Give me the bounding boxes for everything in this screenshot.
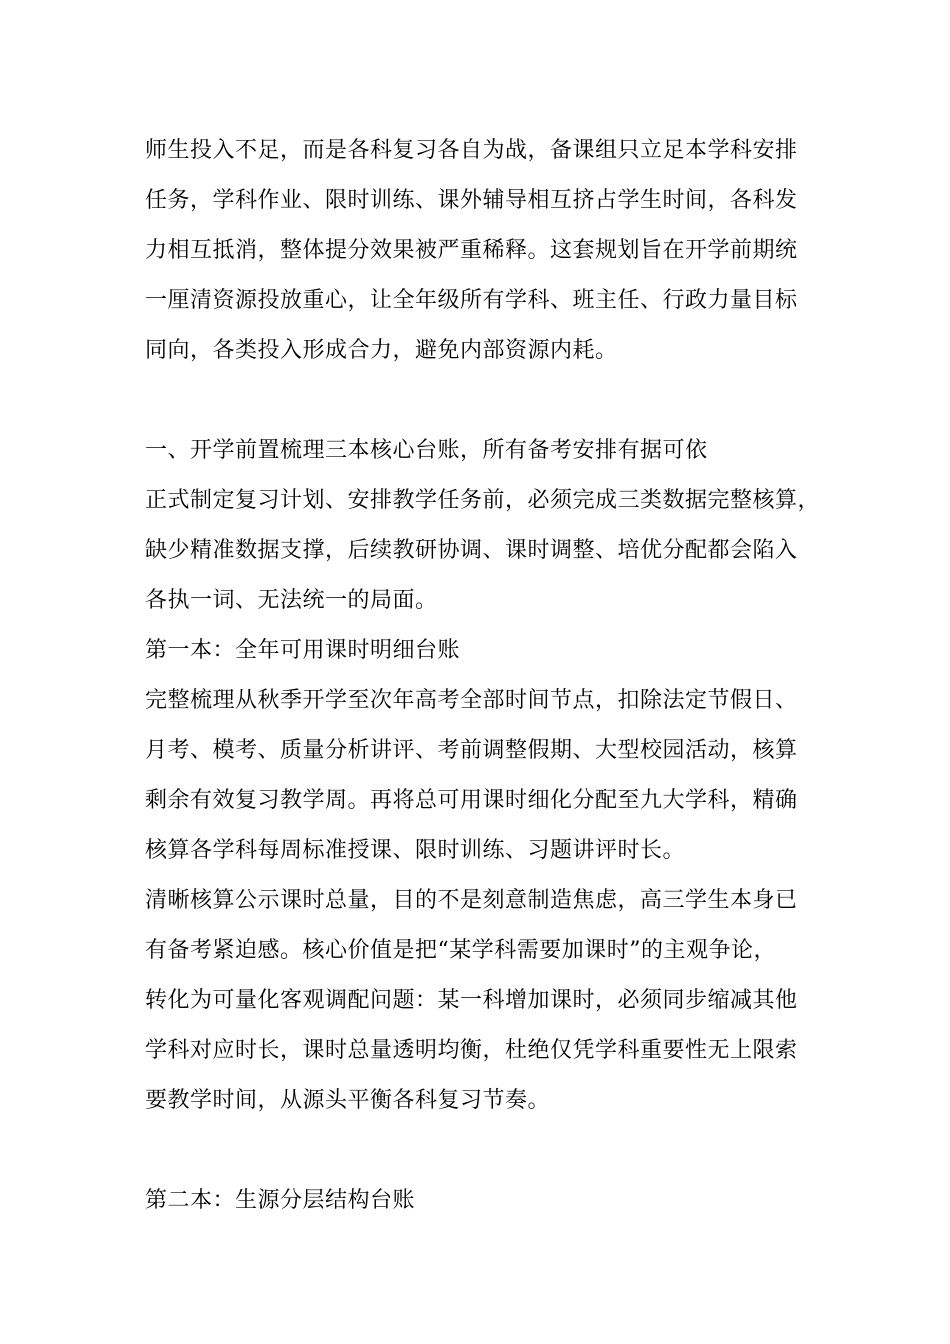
paragraph-line: 有备考紧迫感。核心价值是把“某学科需要加课时”的主观争论，	[145, 938, 776, 963]
paragraph-line: 同向，各类投入形成合力，避免内部资源内耗。	[145, 338, 618, 363]
paragraph-line: 力相互抵消，整体提分效果被严重稀释。这套规划旨在开学前期统	[145, 238, 798, 263]
paragraph-line: 转化为可量化客观调配问题：某一科增加课时，必须同步缩减其他	[145, 988, 798, 1013]
paragraph-line: 师生投入不足，而是各科复习各自为战，备课组只立足本学科安排	[145, 138, 798, 163]
paragraph-line: 清晰核算公示课时总量，目的不是刻意制造焦虑，高三学生本身已	[145, 888, 798, 913]
paragraph-line: 缺少精准数据支撑，后续教研协调、课时调整、培优分配都会陷入	[145, 538, 798, 563]
paragraph-line: 完整梳理从秋季开学至次年高考全部时间节点，扣除法定节假日、	[145, 688, 798, 713]
subsection-heading: 第二本：生源分层结构台账	[145, 1188, 416, 1213]
paragraph-line: 任务，学科作业、限时训练、课外辅导相互挤占学生时间，各科发	[145, 188, 798, 213]
paragraph-line: 学科对应时长，课时总量透明均衡，杜绝仅凭学科重要性无上限索	[145, 1038, 798, 1063]
subsection-heading: 第一本：全年可用课时明细台账	[145, 638, 461, 663]
paragraph-line: 剩余有效复习教学周。再将总可用课时细化分配至九大学科，精确	[145, 788, 798, 813]
paragraph-line: 月考、模考、质量分析讲评、考前调整假期、大型校园活动，核算	[145, 738, 798, 763]
section-heading: 一、开学前置梳理三本核心台账，所有备考安排有据可依	[145, 438, 708, 463]
paragraph-line: 要教学时间，从源头平衡各科复习节奏。	[145, 1088, 551, 1113]
paragraph-line: 核算各学科每周标准授课、限时训练、习题讲评时长。	[145, 838, 686, 863]
paragraph-line: 一厘清资源投放重心，让全年级所有学科、班主任、行政力量目标	[145, 288, 798, 313]
paragraph-line: 各执一词、无法统一的局面。	[145, 588, 438, 613]
paragraph-line: 正式制定复习计划、安排教学任务前，必须完成三类数据完整核算，	[145, 488, 821, 513]
